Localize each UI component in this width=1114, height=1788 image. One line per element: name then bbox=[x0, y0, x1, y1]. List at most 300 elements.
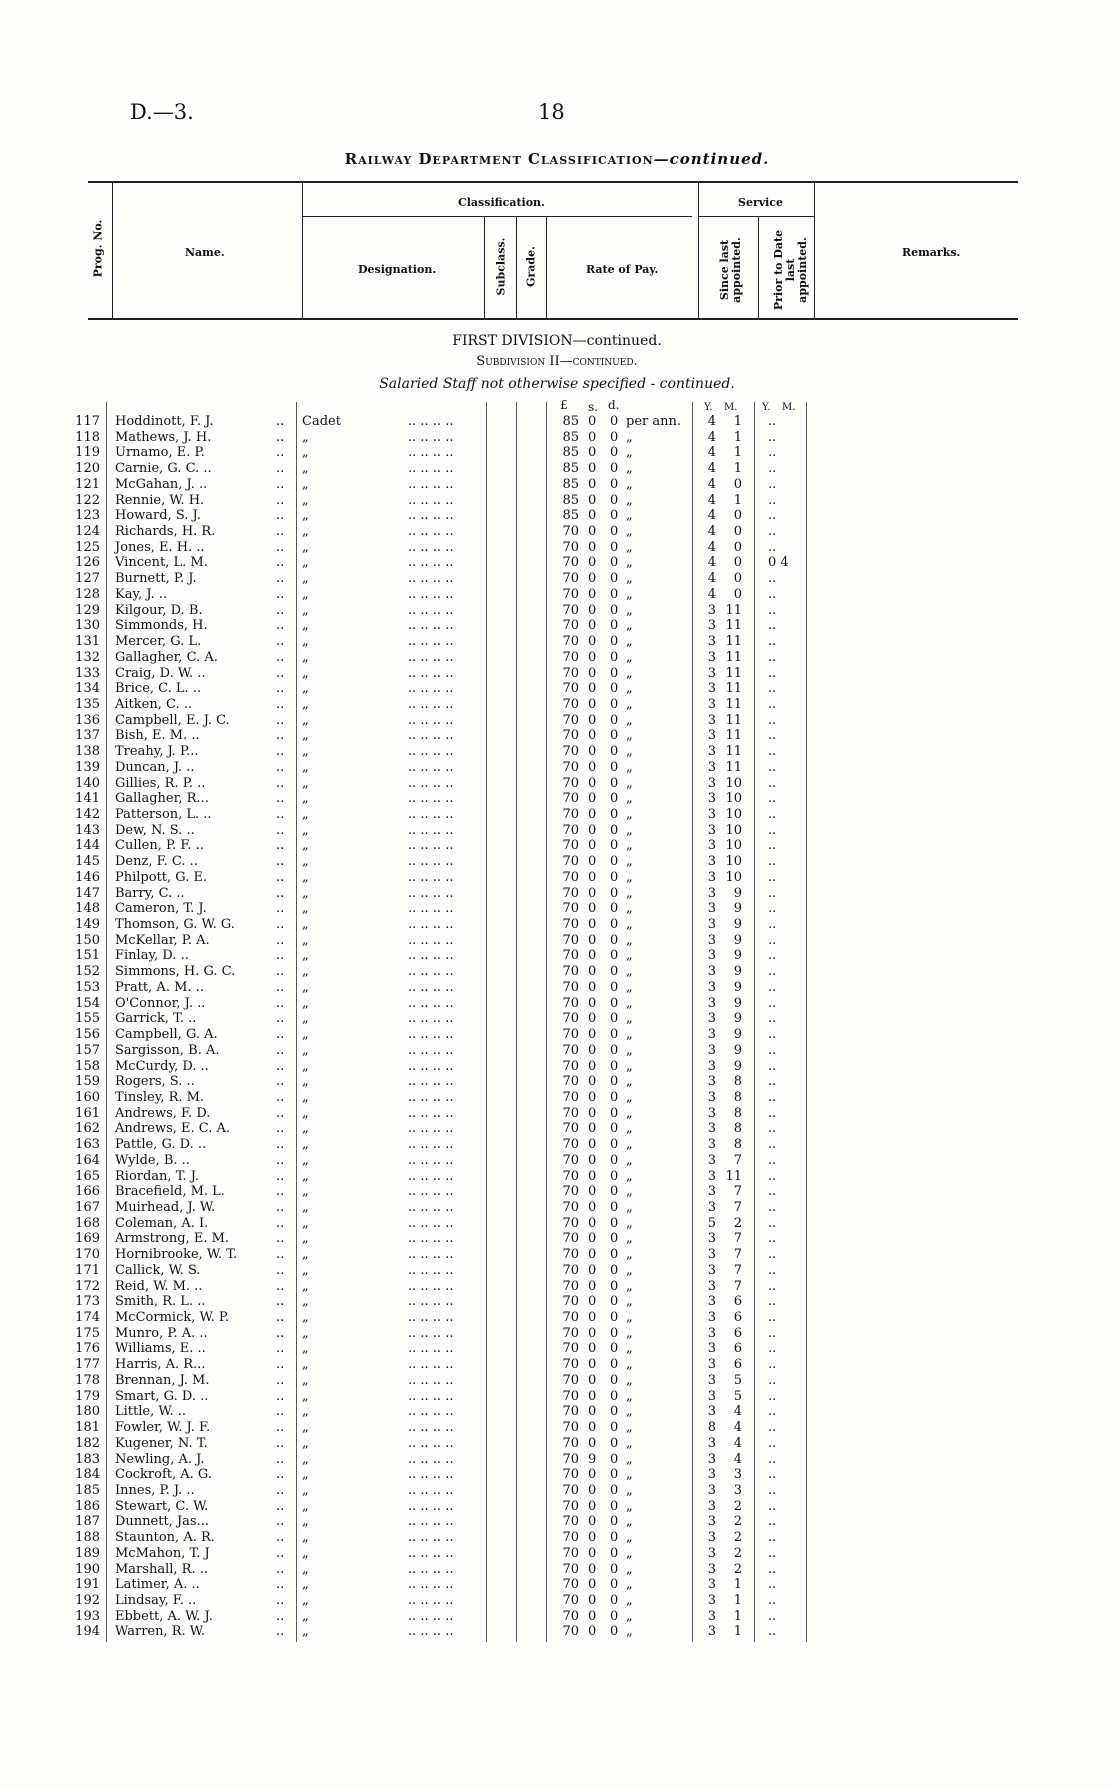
pay-shillings: 0 bbox=[588, 461, 597, 477]
employee-name: O'Connor, J. .. bbox=[115, 995, 206, 1011]
prog-no: 187 bbox=[75, 1514, 100, 1530]
pay-shillings: 0 bbox=[588, 807, 597, 822]
pay-period: „ bbox=[626, 979, 633, 995]
service-months: 2 bbox=[733, 1514, 742, 1530]
prior-service: .. bbox=[768, 932, 777, 948]
employee-name: Brice, C. L. .. bbox=[115, 681, 202, 697]
leader-dots: .. .. .. .. bbox=[408, 995, 454, 1011]
pay-shillings: 0 bbox=[588, 1152, 597, 1168]
pay-shillings: 0 bbox=[588, 555, 597, 571]
vline-h1 bbox=[112, 181, 113, 318]
pay-period: „ bbox=[626, 1561, 633, 1577]
leader-dots: .. .. .. .. bbox=[408, 429, 454, 445]
table-row bbox=[0, 1106, 1114, 1122]
prior-service: .. bbox=[768, 775, 777, 791]
leader-dots: .. .. .. .. bbox=[408, 681, 454, 697]
prog-no: 117 bbox=[75, 414, 100, 429]
leader-dots: .. bbox=[276, 1278, 285, 1294]
leader-dots: .. .. .. .. bbox=[408, 1200, 454, 1215]
pay-period: „ bbox=[626, 854, 633, 870]
pay-pounds: 70 bbox=[562, 1042, 579, 1058]
pay-pence: 0 bbox=[610, 917, 619, 933]
header-bottom-rule bbox=[88, 318, 1018, 320]
prog-no: 161 bbox=[75, 1105, 100, 1121]
service-years: 3 bbox=[707, 1089, 716, 1105]
pay-shillings: 0 bbox=[588, 948, 597, 964]
pay-period: „ bbox=[626, 1498, 633, 1514]
designation: „ bbox=[302, 775, 309, 791]
employee-name: Craig, D. W. .. bbox=[115, 665, 206, 681]
staff-heading bbox=[0, 376, 1114, 392]
pay-pounds: 70 bbox=[562, 1011, 579, 1027]
pay-pence: 0 bbox=[610, 665, 619, 681]
leader-dots: .. bbox=[276, 1294, 285, 1310]
pay-pounds: 85 bbox=[562, 492, 579, 508]
designation: „ bbox=[302, 539, 309, 555]
col-service: Service bbox=[738, 196, 784, 209]
designation: „ bbox=[302, 681, 309, 697]
pay-pounds: 70 bbox=[562, 555, 579, 571]
prior-service: .. bbox=[768, 1294, 777, 1310]
pay-period: „ bbox=[626, 1404, 633, 1420]
pay-pence: 0 bbox=[610, 1498, 619, 1514]
service-months: 9 bbox=[733, 1011, 742, 1027]
table-row bbox=[0, 650, 1114, 666]
pay-period: „ bbox=[626, 429, 633, 445]
service-months: 4 bbox=[733, 1404, 742, 1420]
service-months: 11 bbox=[725, 712, 742, 728]
pay-pounds: 70 bbox=[562, 1514, 579, 1530]
prior-service: .. bbox=[768, 492, 777, 508]
leader-dots: .. bbox=[276, 414, 285, 429]
pay-pounds: 70 bbox=[562, 1561, 579, 1577]
employee-name: Kay, J. .. bbox=[115, 586, 168, 602]
leader-dots: .. bbox=[276, 807, 285, 822]
designation: „ bbox=[302, 445, 309, 461]
leader-dots: .. bbox=[276, 964, 285, 980]
employee-name: Philpott, G. E. bbox=[115, 869, 208, 885]
pay-pounds: 70 bbox=[562, 964, 579, 980]
leader-dots: .. .. .. .. bbox=[408, 1215, 454, 1231]
table-row bbox=[0, 1577, 1114, 1593]
table-row bbox=[0, 666, 1114, 682]
designation: „ bbox=[302, 476, 309, 492]
service-months: 7 bbox=[733, 1200, 742, 1215]
pay-period: „ bbox=[626, 492, 633, 508]
designation: „ bbox=[302, 1027, 309, 1043]
leader-dots: .. bbox=[276, 649, 285, 665]
service-months: 5 bbox=[733, 1388, 742, 1404]
pay-shillings: 0 bbox=[588, 1357, 597, 1373]
service-years: 3 bbox=[707, 1372, 716, 1388]
pay-pence: 0 bbox=[610, 1184, 619, 1200]
designation: „ bbox=[302, 1608, 309, 1624]
designation: „ bbox=[302, 1310, 309, 1326]
pay-pence: 0 bbox=[610, 1341, 619, 1357]
employee-name: Smith, R. L. .. bbox=[115, 1294, 206, 1310]
pay-pence: 0 bbox=[610, 1545, 619, 1561]
prior-service: .. bbox=[768, 1388, 777, 1404]
prior-service: .. bbox=[768, 1011, 777, 1027]
service-rule bbox=[698, 216, 814, 217]
designation: „ bbox=[302, 995, 309, 1011]
title-main: Railway Department Classification bbox=[344, 150, 654, 168]
leader-dots: .. bbox=[276, 1231, 285, 1247]
service-months: 11 bbox=[725, 649, 742, 665]
leader-dots: .. .. .. .. bbox=[408, 1231, 454, 1247]
leader-dots: .. .. .. .. bbox=[408, 917, 454, 933]
prior-service: .. bbox=[768, 1593, 777, 1608]
leader-dots: .. bbox=[276, 744, 285, 760]
prior-service: .. bbox=[768, 1137, 777, 1153]
prog-no: 133 bbox=[75, 665, 100, 681]
prog-no: 184 bbox=[75, 1467, 100, 1483]
pay-period: „ bbox=[626, 1388, 633, 1404]
pay-pounds: 70 bbox=[562, 822, 579, 838]
designation: „ bbox=[302, 1451, 309, 1467]
pay-period: „ bbox=[626, 964, 633, 980]
pay-period: „ bbox=[626, 1451, 633, 1467]
prog-no: 180 bbox=[75, 1404, 100, 1420]
pay-period: „ bbox=[626, 649, 633, 665]
leader-dots: .. bbox=[276, 854, 285, 870]
prog-no: 179 bbox=[75, 1388, 100, 1404]
pay-period: „ bbox=[626, 712, 633, 728]
employee-name: Bracefield, M. L. bbox=[115, 1184, 225, 1200]
designation: „ bbox=[302, 1467, 309, 1483]
prog-no: 163 bbox=[75, 1137, 100, 1153]
pay-period: „ bbox=[626, 508, 633, 524]
prog-no: 122 bbox=[75, 492, 100, 508]
table-row bbox=[0, 807, 1114, 823]
employee-name: Sargisson, B. A. bbox=[115, 1042, 220, 1058]
pay-period: „ bbox=[626, 1624, 633, 1640]
leader-dots: .. bbox=[276, 1498, 285, 1514]
employee-name: Gallagher, R... bbox=[115, 791, 209, 807]
designation: „ bbox=[302, 917, 309, 933]
leader-dots: .. bbox=[276, 618, 285, 634]
service-months: 0 bbox=[733, 476, 742, 492]
table-row bbox=[0, 1200, 1114, 1216]
pay-shillings: 0 bbox=[588, 1624, 597, 1640]
pay-period: „ bbox=[626, 1530, 633, 1546]
prog-no: 162 bbox=[75, 1121, 100, 1137]
prior-service: .. bbox=[768, 1482, 777, 1498]
prior-service: .. bbox=[768, 791, 777, 807]
pay-pounds: 85 bbox=[562, 429, 579, 445]
pay-shillings: 0 bbox=[588, 524, 597, 540]
page-title bbox=[0, 150, 1114, 168]
vline-h7 bbox=[758, 216, 759, 318]
designation: „ bbox=[302, 728, 309, 744]
pay-pence: 0 bbox=[610, 681, 619, 697]
employee-name: Kugener, N. T. bbox=[115, 1435, 208, 1451]
table-row bbox=[0, 1310, 1114, 1326]
prog-no: 170 bbox=[75, 1247, 100, 1263]
service-years: 3 bbox=[707, 1577, 716, 1593]
pay-period: „ bbox=[626, 822, 633, 838]
service-years: 3 bbox=[707, 775, 716, 791]
pay-pounds: 70 bbox=[562, 618, 579, 634]
employee-name: Pratt, A. M. .. bbox=[115, 979, 204, 995]
pay-pence: 0 bbox=[610, 948, 619, 964]
service-months: 7 bbox=[733, 1231, 742, 1247]
service-months: 1 bbox=[733, 429, 742, 445]
leader-dots: .. bbox=[276, 1357, 285, 1373]
pay-period: „ bbox=[626, 1467, 633, 1483]
pay-period: „ bbox=[626, 744, 633, 760]
table-row bbox=[0, 618, 1114, 634]
prior-service: .. bbox=[768, 1247, 777, 1263]
prog-no: 142 bbox=[75, 807, 100, 822]
prog-no: 118 bbox=[75, 429, 100, 445]
service-months: 2 bbox=[733, 1530, 742, 1546]
service-years: 3 bbox=[707, 1608, 716, 1624]
pay-shillings: 0 bbox=[588, 1561, 597, 1577]
pay-pence: 0 bbox=[610, 932, 619, 948]
designation: „ bbox=[302, 1137, 309, 1153]
table-row bbox=[0, 1137, 1114, 1153]
service-months: 11 bbox=[725, 728, 742, 744]
leader-dots: .. .. .. .. bbox=[408, 1341, 454, 1357]
prior-service: .. bbox=[768, 1435, 777, 1451]
pay-pence: 0 bbox=[610, 634, 619, 650]
pay-pence: 0 bbox=[610, 1294, 619, 1310]
service-years: 3 bbox=[707, 649, 716, 665]
employee-name: Vincent, L. M. bbox=[115, 555, 208, 571]
service-years: 3 bbox=[707, 1404, 716, 1420]
pay-shillings: 0 bbox=[588, 791, 597, 807]
leader-dots: .. .. .. .. bbox=[408, 1451, 454, 1467]
employee-name: Thomson, G. W. G. bbox=[115, 917, 235, 933]
prog-no: 190 bbox=[75, 1561, 100, 1577]
service-years: 3 bbox=[707, 1310, 716, 1326]
pay-pence: 0 bbox=[610, 461, 619, 477]
pay-period: „ bbox=[626, 1262, 633, 1278]
pay-period: „ bbox=[626, 759, 633, 775]
employee-name: McMahon, T. J bbox=[115, 1545, 210, 1561]
unit-years: Y. bbox=[704, 402, 713, 413]
leader-dots: .. bbox=[276, 1435, 285, 1451]
pay-pence: 0 bbox=[610, 1561, 619, 1577]
pay-period: „ bbox=[626, 885, 633, 901]
service-years: 4 bbox=[707, 476, 716, 492]
designation: „ bbox=[302, 696, 309, 712]
pay-shillings: 0 bbox=[588, 1482, 597, 1498]
leader-dots: .. .. .. .. bbox=[408, 649, 454, 665]
leader-dots: .. .. .. .. bbox=[408, 901, 454, 917]
prog-no: 123 bbox=[75, 508, 100, 524]
table-row bbox=[0, 493, 1114, 509]
designation: „ bbox=[302, 964, 309, 980]
prog-no: 178 bbox=[75, 1372, 100, 1388]
pay-pence: 0 bbox=[610, 696, 619, 712]
pay-pounds: 70 bbox=[562, 586, 579, 602]
pay-period: „ bbox=[626, 618, 633, 634]
table-row bbox=[0, 1546, 1114, 1562]
leader-dots: .. bbox=[276, 555, 285, 571]
prior-service: .. bbox=[768, 901, 777, 917]
pay-shillings: 0 bbox=[588, 1137, 597, 1153]
pay-period: „ bbox=[626, 539, 633, 555]
table-row bbox=[0, 1341, 1114, 1357]
service-years: 3 bbox=[707, 681, 716, 697]
pay-period: „ bbox=[626, 1231, 633, 1247]
table-row bbox=[0, 1247, 1114, 1263]
pay-pence: 0 bbox=[610, 1011, 619, 1027]
pay-shillings: 0 bbox=[588, 1168, 597, 1184]
pay-pounds: 70 bbox=[562, 948, 579, 964]
designation: „ bbox=[302, 822, 309, 838]
service-years: 3 bbox=[707, 1058, 716, 1074]
pay-pence: 0 bbox=[610, 1388, 619, 1404]
pay-pence: 0 bbox=[610, 555, 619, 571]
table-row bbox=[0, 1514, 1114, 1530]
prog-no: 131 bbox=[75, 634, 100, 650]
staff-text: Salaried Staff not otherwise specified - continued. bbox=[379, 376, 735, 392]
leader-dots: .. bbox=[276, 1152, 285, 1168]
pay-period: „ bbox=[626, 932, 633, 948]
employee-name: Marshall, R. .. bbox=[115, 1561, 208, 1577]
service-years: 3 bbox=[707, 948, 716, 964]
pay-shillings: 0 bbox=[588, 1388, 597, 1404]
pay-shillings: 0 bbox=[588, 744, 597, 760]
leader-dots: .. .. .. .. bbox=[408, 1089, 454, 1105]
service-months: 0 bbox=[733, 555, 742, 571]
pay-pence: 0 bbox=[610, 1310, 619, 1326]
prior-service: .. bbox=[768, 1089, 777, 1105]
pay-shillings: 0 bbox=[588, 728, 597, 744]
prior-service: .. bbox=[768, 948, 777, 964]
table-row bbox=[0, 948, 1114, 964]
service-years: 5 bbox=[707, 1215, 716, 1231]
service-years: 3 bbox=[707, 995, 716, 1011]
pay-pence: 0 bbox=[610, 1624, 619, 1640]
leader-dots: .. bbox=[276, 524, 285, 540]
employee-name: Coleman, A. I. bbox=[115, 1215, 209, 1231]
service-years: 3 bbox=[707, 1545, 716, 1561]
prior-service: .. bbox=[768, 1262, 777, 1278]
leader-dots: .. bbox=[276, 1325, 285, 1341]
table-row bbox=[0, 1389, 1114, 1405]
employee-name: Burnett, P. J. bbox=[115, 571, 197, 587]
table-row bbox=[0, 1074, 1114, 1090]
service-months: 10 bbox=[725, 807, 742, 822]
pay-pence: 0 bbox=[610, 1200, 619, 1215]
leader-dots: .. bbox=[276, 1074, 285, 1090]
pay-period: „ bbox=[626, 869, 633, 885]
prior-service: .. bbox=[768, 838, 777, 854]
pay-shillings: 0 bbox=[588, 885, 597, 901]
table-row bbox=[0, 964, 1114, 980]
designation: „ bbox=[302, 1089, 309, 1105]
designation: „ bbox=[302, 1388, 309, 1404]
table-row bbox=[0, 870, 1114, 886]
col-remarks: Remarks. bbox=[902, 246, 961, 259]
pay-pence: 0 bbox=[610, 1058, 619, 1074]
prior-service: .. bbox=[768, 1545, 777, 1561]
table-row bbox=[0, 1184, 1114, 1200]
leader-dots: .. .. .. .. bbox=[408, 728, 454, 744]
leader-dots: .. .. .. .. bbox=[408, 1027, 454, 1043]
leader-dots: .. bbox=[276, 1608, 285, 1624]
pay-pounds: 70 bbox=[562, 1372, 579, 1388]
employee-name: McCurdy, D. .. bbox=[115, 1058, 209, 1074]
prior-service: .. bbox=[768, 649, 777, 665]
pay-pence: 0 bbox=[610, 1608, 619, 1624]
pay-pence: 0 bbox=[610, 807, 619, 822]
prior-service: .. bbox=[768, 602, 777, 618]
service-months: 9 bbox=[733, 885, 742, 901]
prog-no: 159 bbox=[75, 1074, 100, 1090]
service-months: 8 bbox=[733, 1105, 742, 1121]
prior-service: 0 4 bbox=[768, 555, 789, 571]
leader-dots: .. bbox=[276, 1514, 285, 1530]
prior-service: .. bbox=[768, 539, 777, 555]
leader-dots: .. bbox=[276, 1011, 285, 1027]
service-years: 3 bbox=[707, 1105, 716, 1121]
service-years: 3 bbox=[707, 1152, 716, 1168]
pay-period: „ bbox=[626, 1294, 633, 1310]
pay-period: „ bbox=[626, 807, 633, 822]
employee-name: Munro, P. A. .. bbox=[115, 1325, 208, 1341]
leader-dots: .. .. .. .. bbox=[408, 1467, 454, 1483]
pay-period: „ bbox=[626, 681, 633, 697]
designation: „ bbox=[302, 838, 309, 854]
service-months: 10 bbox=[725, 775, 742, 791]
leader-dots: .. .. .. .. bbox=[408, 1624, 454, 1640]
leader-dots: .. .. .. .. bbox=[408, 854, 454, 870]
leader-dots: .. .. .. .. bbox=[408, 807, 454, 822]
employee-name: Harris, A. R... bbox=[115, 1357, 206, 1373]
service-months: 4 bbox=[733, 1451, 742, 1467]
leader-dots: .. bbox=[276, 602, 285, 618]
pay-pounds: 70 bbox=[562, 995, 579, 1011]
table-row bbox=[0, 1169, 1114, 1185]
pay-pounds: 70 bbox=[562, 1451, 579, 1467]
leader-dots: .. .. .. .. bbox=[408, 932, 454, 948]
table-row bbox=[0, 838, 1114, 854]
service-years: 4 bbox=[707, 586, 716, 602]
unit-pence: d. bbox=[608, 398, 620, 412]
service-years: 3 bbox=[707, 1027, 716, 1043]
employee-name: Howard, S. J. bbox=[115, 508, 201, 524]
pay-period: „ bbox=[626, 1152, 633, 1168]
pay-pence: 0 bbox=[610, 476, 619, 492]
leader-dots: .. .. .. .. bbox=[408, 1325, 454, 1341]
pay-pence: 0 bbox=[610, 995, 619, 1011]
pay-pounds: 70 bbox=[562, 1404, 579, 1420]
pay-pence: 0 bbox=[610, 728, 619, 744]
pay-pence: 0 bbox=[610, 885, 619, 901]
prog-no: 121 bbox=[75, 476, 100, 492]
leader-dots: .. bbox=[276, 1089, 285, 1105]
prior-service: .. bbox=[768, 1074, 777, 1090]
pay-period: „ bbox=[626, 838, 633, 854]
prog-no: 194 bbox=[75, 1624, 100, 1640]
pay-period: „ bbox=[626, 1545, 633, 1561]
prior-service: .. bbox=[768, 1184, 777, 1200]
pay-shillings: 0 bbox=[588, 1215, 597, 1231]
service-years: 3 bbox=[707, 602, 716, 618]
service-months: 2 bbox=[733, 1215, 742, 1231]
pay-shillings: 0 bbox=[588, 1420, 597, 1436]
service-months: 1 bbox=[733, 492, 742, 508]
leader-dots: .. bbox=[276, 1042, 285, 1058]
service-months: 11 bbox=[725, 602, 742, 618]
employee-name: Muirhead, J. W. bbox=[115, 1200, 216, 1215]
pay-pence: 0 bbox=[610, 492, 619, 508]
